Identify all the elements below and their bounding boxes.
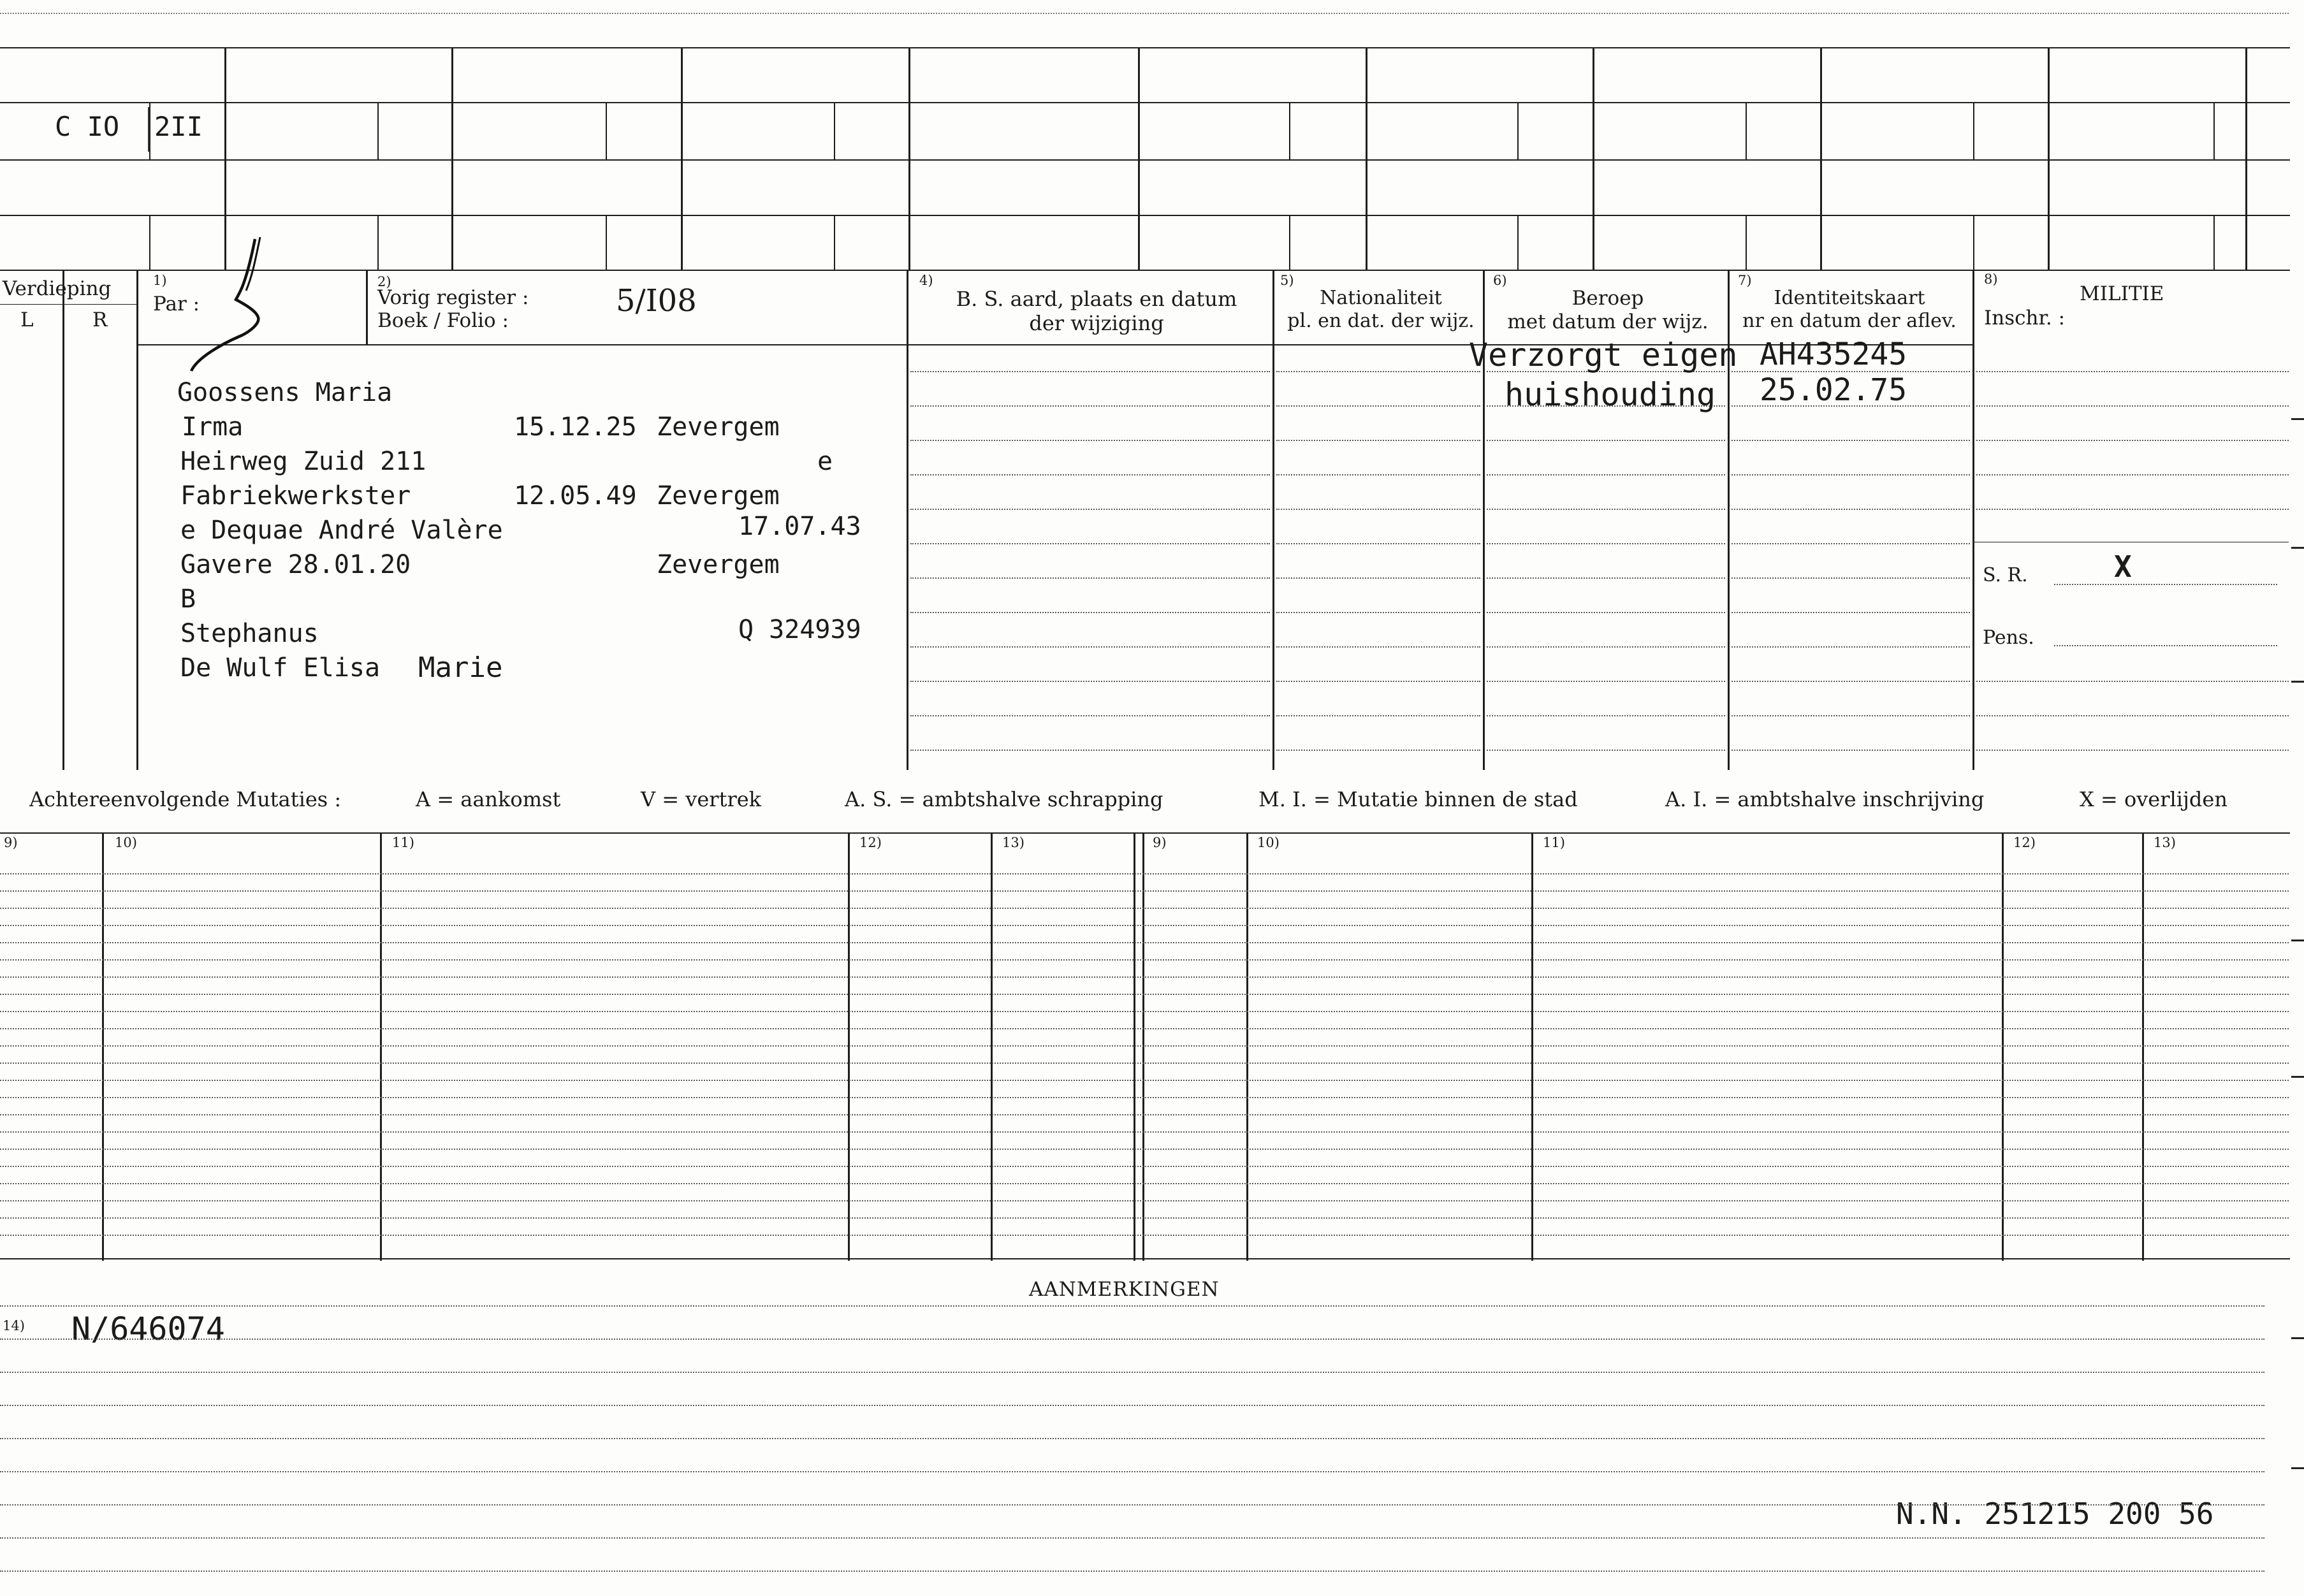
grid-line (366, 270, 368, 344)
registration-date: 12.05.49 (514, 481, 637, 511)
ruled-line (1487, 543, 1725, 544)
ruled-line (1976, 440, 2289, 441)
beroep-value-2: huishouding (1505, 376, 1716, 413)
ruled-line (0, 1372, 2264, 1373)
ruled-line (1487, 440, 1725, 441)
grid-line (1134, 832, 1135, 1261)
ruled-line (1487, 474, 1725, 475)
id-header-line2: nr en datum der aflev. (1742, 310, 1957, 332)
remarks-title: AANMERKINGEN (1029, 1278, 1220, 1301)
birth-place: Zevergem (657, 412, 780, 442)
mut-col-9b: 9) (1153, 835, 1167, 850)
ruled-line (910, 405, 1270, 407)
grid-line (1366, 47, 1367, 270)
ruled-line (1732, 509, 1970, 510)
militie-number: 8) (1984, 272, 1998, 287)
ruled-line (1487, 577, 1725, 579)
beroep-header-line1: Beroep (1571, 287, 1644, 310)
edge-tick (2291, 547, 2304, 549)
mut-col-9: 9) (4, 835, 18, 850)
id-card-date: 25.02.75 (1760, 372, 1907, 408)
grid-line (2213, 215, 2215, 270)
ruled-line (0, 1537, 2264, 1539)
ruled-line (0, 1080, 2289, 1081)
floor-l-label: L (20, 308, 34, 331)
grid-line (834, 102, 835, 159)
ruled-line (910, 646, 1270, 648)
ruled-line (1732, 577, 1970, 579)
ruled-line (1732, 543, 1970, 544)
grid-line (606, 215, 607, 270)
ruled-line (910, 612, 1270, 613)
nat-header-line2: pl. en dat. der wijz. (1287, 310, 1475, 332)
father-name: Stephanus (180, 619, 319, 648)
ruled-line (1487, 715, 1725, 716)
mut-col-11b: 11) (1543, 835, 1565, 850)
ruled-line (0, 1149, 2289, 1150)
grid-line (2142, 832, 2144, 1261)
ruled-line (1276, 577, 1480, 579)
legend-title: Achtereenvolgende Mutaties : (29, 787, 342, 811)
grid-line (0, 102, 2290, 103)
edge-tick (2291, 1076, 2304, 1078)
beroep-header-line2: met datum der wijz. (1507, 310, 1709, 334)
grid-line (907, 270, 908, 770)
beroep-number: 6) (1493, 273, 1507, 288)
grid-line (0, 304, 136, 305)
ruled-line (1732, 750, 1970, 751)
sr-value: X (2114, 549, 2132, 584)
mut-col-10: 10) (115, 835, 137, 850)
ruled-line (1732, 715, 1970, 716)
ruled-line (1276, 509, 1480, 510)
ruled-line (0, 1438, 2264, 1439)
legend-ambtshalve-schrapping: A. S. = ambtshalve schrapping (845, 787, 1163, 811)
grid-line (149, 102, 150, 159)
ruled-line (910, 750, 1270, 751)
ruled-line (0, 1114, 2289, 1115)
grid-line (0, 47, 2290, 48)
ruled-line (0, 1131, 2289, 1133)
grid-line (1272, 270, 1274, 770)
marriage-date: 17.07.43 (738, 512, 861, 541)
ruled-line (0, 1338, 2264, 1340)
occupation: Fabriekwerkster (180, 481, 411, 511)
address: Heirweg Zuid 211 (180, 447, 427, 476)
nat-header-line1: Nationaliteit (1320, 287, 1442, 309)
grid-line (991, 832, 993, 1261)
ruled-line (1276, 681, 1480, 682)
boek-folio-label: Boek / Folio : (377, 309, 509, 332)
grid-line (848, 832, 850, 1261)
grid-line (377, 102, 379, 159)
legend-vertrek: V = vertrek (641, 787, 762, 811)
ruled-line (1976, 750, 2289, 751)
ruled-line (910, 371, 1270, 372)
grid-line (1138, 47, 1140, 270)
floor-r-label: R (92, 308, 108, 331)
ruled-line (0, 1011, 2289, 1012)
grid-line (1289, 102, 1290, 159)
vorig-register-label: Vorig register : (377, 286, 529, 309)
letter-code: B (180, 584, 196, 614)
sr-line (2054, 584, 2277, 585)
person-name: Goossens Maria (177, 378, 393, 407)
ruled-line (0, 908, 2289, 909)
ruled-line (0, 1471, 2264, 1472)
ruled-line (1976, 681, 2289, 682)
ruled-line (0, 942, 2289, 943)
handwritten-bracket (185, 236, 281, 382)
ruled-line (0, 1166, 2289, 1167)
grid-line (2213, 102, 2215, 159)
ruled-line (1487, 509, 1725, 510)
verdieping-label: Verdieping (3, 277, 112, 300)
beroep-header (1487, 287, 1729, 334)
ruled-line (0, 873, 2289, 874)
scan-edge (0, 13, 2289, 14)
mut-col-13b: 13) (2154, 835, 2176, 850)
vorig-register-value: 5/I08 (616, 283, 697, 319)
ruled-line (0, 1217, 2289, 1219)
ruled-line (910, 577, 1270, 579)
ruled-line (0, 1183, 2289, 1184)
grid-line (0, 1258, 2290, 1259)
ruled-line (1487, 750, 1725, 751)
nat-number: 5) (1280, 273, 1294, 288)
legend-ambtshalve-inschrijving: A. I. = ambtshalve inschrijving (1665, 787, 1985, 811)
grid-line (681, 47, 683, 270)
ruled-line (1732, 440, 1970, 441)
grid-line (62, 270, 64, 770)
grid-line (1517, 215, 1519, 270)
remarks-number: 14) (3, 1318, 25, 1333)
id-card-number: AH435245 (1760, 337, 1907, 372)
sr-label: S. R. (1983, 564, 2028, 586)
grid-line (451, 47, 453, 270)
registration-place: Zevergem (657, 481, 780, 511)
ruled-line (1976, 715, 2289, 716)
divider (148, 107, 149, 152)
grid-line (102, 832, 104, 1261)
edge-tick (2291, 939, 2304, 941)
spouse-birth: Gavere 28.01.20 (180, 550, 411, 579)
grid-line (1517, 102, 1519, 159)
ruled-line (1976, 405, 2289, 407)
spouse-name: e Dequae André Valère (180, 516, 503, 545)
edge-tick (2291, 418, 2304, 420)
ruled-line (1732, 681, 1970, 682)
ruled-line (1976, 509, 2289, 510)
mother-second-name: Marie (418, 651, 503, 684)
ruled-line (0, 1045, 2289, 1047)
ruled-line (1276, 474, 1480, 475)
ruled-line (910, 681, 1270, 682)
ruled-line (1276, 750, 1480, 751)
grid-line (1289, 215, 1290, 270)
grid-line (377, 215, 379, 270)
ruled-line (0, 1200, 2289, 1201)
ruled-line (0, 1097, 2289, 1098)
id-header-line1: Identiteitskaart (1774, 287, 1925, 309)
grid-line (136, 270, 138, 770)
remarks-code: N/646074 (71, 1310, 225, 1347)
grid-line (0, 159, 2290, 161)
mut-col-12: 12) (859, 835, 882, 850)
remarks-line (0, 1305, 2264, 1307)
ruled-line (1976, 371, 2289, 372)
grid-line (1746, 102, 1747, 159)
ruled-line (1976, 474, 2289, 475)
pens-line (2054, 645, 2277, 646)
ruled-line (0, 1063, 2289, 1064)
ruled-line (0, 976, 2289, 978)
ruled-line (0, 1405, 2264, 1406)
ruled-line (0, 1028, 2289, 1029)
ruled-line (1487, 681, 1725, 682)
mut-col-13: 13) (1002, 835, 1024, 850)
grid-line (1531, 832, 1533, 1261)
bs-header-line1: B. S. aard, plaats en datum (956, 287, 1237, 311)
legend-overlijden: X = overlijden (2080, 787, 2227, 811)
grid-line (1972, 270, 1974, 770)
grid-line (2245, 47, 2247, 270)
grid-line (149, 215, 150, 270)
ruled-line (0, 925, 2289, 926)
person-second-name: Irma (182, 412, 244, 442)
ruled-line (910, 440, 1270, 441)
ruled-line (1276, 405, 1480, 407)
card-number: 2II (154, 111, 203, 142)
beroep-value: Verzorgt eigen (1469, 337, 1738, 374)
ruled-line (1487, 646, 1725, 648)
grid-line (0, 832, 2290, 834)
ruled-line (1276, 715, 1480, 716)
edge-tick (2291, 1337, 2304, 1339)
ruled-line (1276, 371, 1480, 372)
militie-label: MILITIE (2080, 282, 2164, 305)
bs-header-line2: der wijziging (1029, 311, 1164, 336)
edge-tick (2291, 681, 2304, 683)
ruled-line (910, 509, 1270, 510)
card-code: C IO (55, 111, 120, 142)
bs-number: 4) (919, 273, 933, 288)
mut-col-11: 11) (392, 835, 414, 850)
mut-col-12b: 12) (2013, 835, 2036, 850)
ruled-line (910, 543, 1270, 544)
grid-line (2002, 832, 2004, 1261)
grid-line (1820, 47, 1822, 270)
ruled-line (0, 994, 2289, 995)
edge-tick (2291, 1467, 2304, 1469)
grid-line (834, 215, 835, 270)
grid-line (606, 102, 607, 159)
ruled-line (910, 715, 1270, 716)
ruled-line (1276, 440, 1480, 441)
pens-label: Pens. (1983, 627, 2034, 649)
ruled-line (1732, 474, 1970, 475)
ruled-line (0, 1504, 2264, 1505)
par-label: Par : (153, 293, 200, 316)
reference-number: Q 324939 (738, 615, 861, 644)
ruled-line (0, 959, 2289, 961)
grid-line (2048, 47, 2050, 270)
ruled-line (0, 1571, 2264, 1572)
mut-col-10b: 10) (1257, 835, 1280, 850)
ruled-line (1276, 543, 1480, 544)
mother-name: De Wulf Elisa (180, 653, 381, 683)
id-header (1729, 287, 1970, 333)
bs-header (918, 287, 1275, 336)
grid-line (1973, 102, 1974, 159)
ruled-line (1276, 612, 1480, 613)
address-marker: e (817, 447, 833, 476)
spouse-place: Zevergem (657, 550, 780, 579)
vorig-number: 2) (377, 274, 391, 289)
legend-mutatie-stad: M. I. = Mutatie binnen de stad (1258, 787, 1578, 811)
inschr-label: Inschr. : (1984, 307, 2066, 330)
ruled-line (910, 474, 1270, 475)
grid-line (1246, 832, 1248, 1261)
id-number: 7) (1738, 273, 1752, 288)
ruled-line (0, 890, 2289, 892)
ruled-line (1732, 646, 1970, 648)
ruled-line (0, 1235, 2289, 1236)
grid-line (908, 47, 910, 270)
ruled-line (1487, 612, 1725, 613)
grid-line (1746, 215, 1747, 270)
legend-aankomst: A = aankomst (416, 787, 561, 811)
grid-line (380, 832, 382, 1261)
ruled-line (1276, 646, 1480, 648)
par-number: 1) (153, 273, 167, 288)
national-number: N.N. 251215 200 56 (1896, 1497, 2214, 1531)
nationality-header (1276, 287, 1485, 333)
grid-line (1142, 832, 1144, 1261)
grid-line (1973, 215, 1974, 270)
ruled-line (1732, 612, 1970, 613)
grid-line (0, 215, 2290, 216)
birth-date: 15.12.25 (514, 412, 637, 442)
grid-line (1593, 47, 1594, 270)
grid-line (0, 270, 2290, 271)
